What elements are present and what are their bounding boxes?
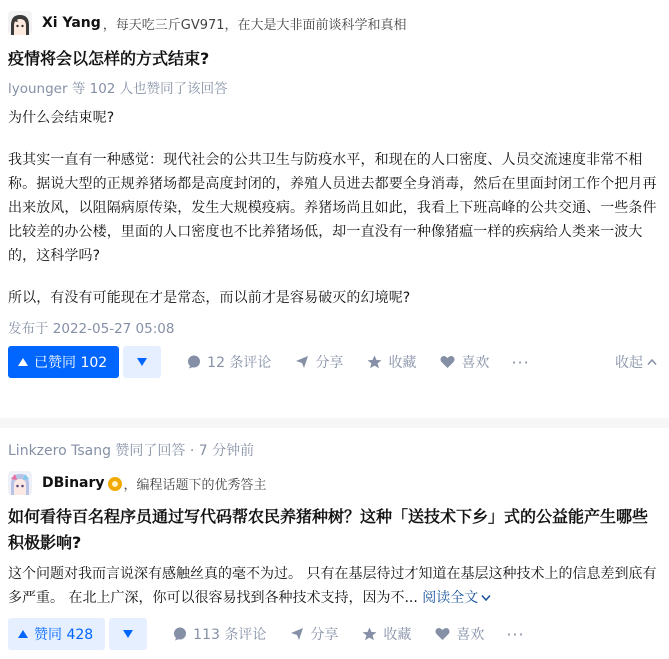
publish-time: 发布于 2022-05-27 05:08 [8, 321, 175, 337]
upvote-icon [18, 630, 28, 638]
upvoters-line: lyounger 等 102 人也赞同了该回答 [8, 81, 228, 97]
question-title[interactable]: 如何看待百名程序员通过写代码帮农民养猪种树？这种「送技术下乡」式的公益能产生哪些积极影响? [8, 507, 649, 552]
collect-label: 收藏 [383, 627, 412, 643]
answer-card [0, 10, 669, 418]
star-icon [367, 355, 382, 369]
card-separator [0, 418, 669, 428]
comments-label: 113 条评论 [193, 627, 267, 643]
comment-icon [187, 355, 201, 369]
chevron-down-icon [481, 594, 491, 602]
chevron-up-icon [647, 358, 657, 366]
upvote-label: 赞同 428 [34, 627, 94, 643]
author-headline: ，每天吃三斤GV971，在大是大非面前谈科学和真相 [102, 17, 407, 33]
share-label: 分享 [310, 627, 339, 643]
collect-button[interactable] [362, 624, 411, 644]
collect-button[interactable] [367, 352, 416, 372]
share-button[interactable] [290, 624, 338, 644]
avatar[interactable] [8, 11, 32, 35]
paragraph: 所以，有没有可能现在才是常态，而以前才是容易破灭的幻境呢? [8, 290, 411, 306]
author-info [8, 470, 657, 496]
heart-icon [435, 627, 450, 641]
more-icon[interactable]: ··· [511, 352, 530, 372]
author-headline: ，编程话题下的优秀答主 [123, 477, 267, 493]
author-name[interactable]: Xi Yang [42, 15, 101, 31]
question-title[interactable]: 疫情将会以怎样的方式结束? [8, 49, 210, 68]
action-bar [8, 618, 657, 650]
comments-button[interactable] [173, 624, 266, 644]
feed-source: Linkzero Tsang 赞同了回答 · 7 分钟前 [8, 443, 255, 459]
excellent-answerer-badge-icon [108, 477, 122, 491]
answer-card [0, 440, 669, 659]
share-icon [290, 627, 304, 641]
read-more-link[interactable] [422, 590, 491, 606]
share-icon [295, 355, 309, 369]
share-button[interactable] [295, 352, 343, 372]
like-label: 喜欢 [456, 627, 485, 643]
downvote-button[interactable] [109, 618, 147, 650]
upvote-button[interactable] [8, 618, 105, 650]
more-icon[interactable]: ··· [506, 624, 525, 644]
avatar[interactable] [8, 471, 32, 495]
like-button[interactable] [435, 624, 484, 644]
paragraph: 为什么会结束呢? [8, 110, 115, 126]
collapse-button[interactable] [615, 352, 657, 372]
excerpt-text: 这个问题对我而言说深有感触丝真的毫不为过。 只有在基层待过才知道在基层这种技术上的信息差到底有多严重。 在北上广深，你可以很容易找到各种技术支持，因为不... [8, 566, 657, 606]
answer-excerpt[interactable] [8, 562, 657, 610]
upvote-label: 已赞同 102 [34, 355, 108, 371]
heart-icon [440, 355, 455, 369]
answer-content [8, 106, 657, 310]
share-label: 分享 [315, 355, 344, 371]
downvote-button[interactable] [123, 346, 161, 378]
downvote-icon [123, 630, 133, 638]
comments-label: 12 条评论 [207, 355, 272, 371]
comment-icon [173, 627, 187, 641]
like-button[interactable] [440, 352, 489, 372]
collapse-label: 收起 [615, 355, 643, 371]
downvote-icon [137, 358, 147, 366]
comments-button[interactable] [187, 352, 271, 372]
collect-label: 收藏 [388, 355, 417, 371]
author-info [8, 10, 657, 36]
upvote-button[interactable] [8, 346, 119, 378]
action-bar [8, 346, 657, 378]
star-icon [362, 627, 377, 641]
read-more-label: 阅读全文 [422, 590, 479, 606]
like-label: 喜欢 [461, 355, 490, 371]
upvote-icon [18, 358, 28, 366]
paragraph: 我其实一直有一种感觉：现代社会的公共卫生与防疫水平，和现在的人口密度、人员交流速度非常不相称。据说大型的正规养猪场都是高度封闭的，养殖人员进去都要全身消毒，然后在里面封闭工作个把月再出来放风，以阻隔病原传染，发生大规模疫病。养猪场尚且如此，我看上下班高峰的公共交通、一些条件比较差的办公楼，里面的人口密度也不比养猪场低，却一直没有一种像猪瘟一样的疾病给人类来一波大的，这科学吗? [8, 152, 657, 264]
author-name[interactable]: DBinary [42, 475, 105, 491]
